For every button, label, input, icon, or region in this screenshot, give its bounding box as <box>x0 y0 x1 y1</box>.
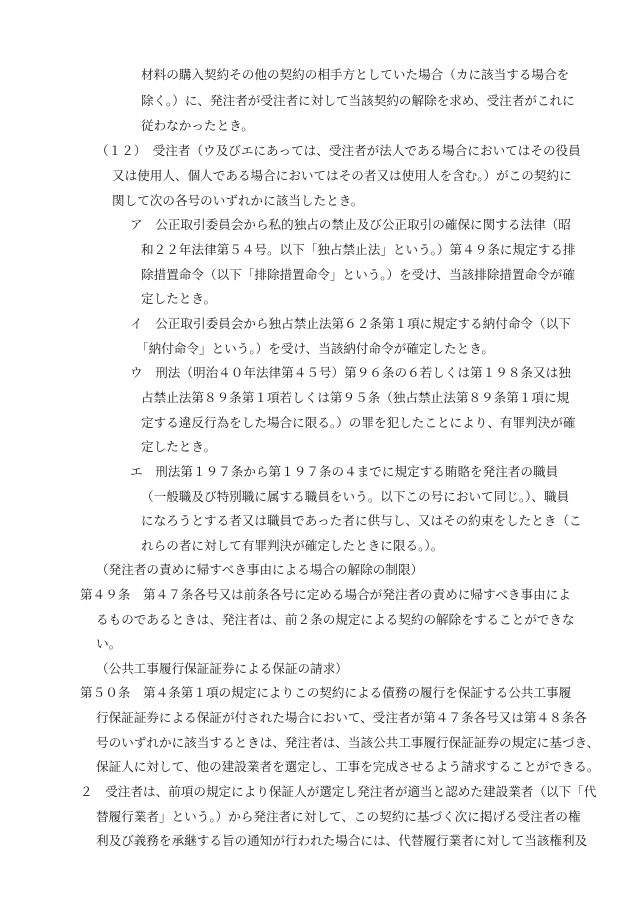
text-line: 保証人に対して、他の建設業者を選定し、工事を完成させるよう請求することができる。 <box>96 759 600 774</box>
text-line: 行保証証券による保証が付された場合において、受注者が第４７条各号又は第４８条各 <box>96 710 587 725</box>
text-line: 除措置命令（以下「排除措置命令」という。）を受け、当該排除措置命令が確 <box>141 267 575 282</box>
text-line: れらの者に対して有罪判決が確定したときに限る。）。 <box>141 538 444 553</box>
text-line: （１２） 受注者（ウ及びエにあっては、受注者が法人である場合においてはその役員 <box>96 143 581 158</box>
text-line: 従わなかったとき。 <box>141 118 254 133</box>
text-line: い。 <box>96 636 122 651</box>
text-line: （一般職及び特別職に属する職員をいう。以下この号において同じ。）、職員 <box>141 489 570 504</box>
text-line: エ 刑法第１９７条から第１９７条の４までに規定する賄賂を発注者の職員 <box>130 464 559 479</box>
text-line: 号のいずれかに該当するときは、発注者は、当該公共工事履行保証証券の規定に基づき、 <box>96 735 600 750</box>
text-line: イ 公正取引委員会から独占禁止法第６２条第１項に規定する納付命令（以下 <box>130 316 571 331</box>
text-line: 占禁止法第８９条第１項若しくは第９５条（独占禁止法第８９条第１項に規 <box>141 390 570 405</box>
text-line: 定する違反行為をした場合に限る。）の罪を犯したことにより、有罪判決が確 <box>141 415 576 430</box>
text-line: 替履行業者」という。）から発注者に対して、この契約に基づく次に掲げる受注者の権 <box>96 809 581 824</box>
text-line: るものであるときは、発注者は、前２条の規定による契約の解除をすることができな <box>96 612 575 627</box>
text-line: ２ 受注者は、前項の規定により保証人が選定し発注者が適当と認めた建設業者（以下「代 <box>80 784 597 799</box>
article-heading: 第４９条 第４７条各号又は前条各号に定める場合が発注者の責めに帰すべき事由によ <box>80 587 571 602</box>
text-line: 関して次の各号のいずれかに該当したとき。 <box>112 193 364 208</box>
text-line: 除く。）に、発注者が受注者に対して当該契約の解除を求め、受注者がこれに <box>141 93 575 108</box>
text-line: 材料の購入契約その他の契約の相手方としていた場合（カに該当する場合を <box>141 67 570 82</box>
text-line: ア 公正取引委員会から私的独占の禁止及び公正取引の確保に関する法律（昭 <box>130 217 571 232</box>
text-line: 利及び義務を承継する旨の通知が行われた場合には、代替履行業者に対して当該権利及 <box>96 833 588 848</box>
section-caption: （公共工事履行保証証券による保証の請求） <box>96 661 348 676</box>
article-heading: 第５０条 第４条第１項の規定によりこの契約による債務の履行を保証する公共工事履 <box>80 685 572 700</box>
text-line: 又は使用人、個人である場合においてはその者又は使用人を含む。）がこの契約に <box>112 168 572 183</box>
text-line: 和２２年法律第５４号。以下「独占禁止法」という。）第４９条に規定する排 <box>141 242 576 257</box>
text-line: ウ 刑法（明治４０年法律第４５号）第９６条の６若しくは第１９８条又は独 <box>130 365 571 380</box>
text-line: 定したとき。 <box>141 439 217 454</box>
text-line: 「納付命令」という。）を受け、当該納付命令が確定したとき。 <box>136 341 494 356</box>
section-caption: （発注者の責めに帰すべき事由による場合の解除の制限） <box>96 562 424 577</box>
text-line: 定したとき。 <box>141 291 217 306</box>
text-line: になろうとする者又は職員であった者に供与し、又はその約束をしたとき（こ <box>141 513 582 528</box>
